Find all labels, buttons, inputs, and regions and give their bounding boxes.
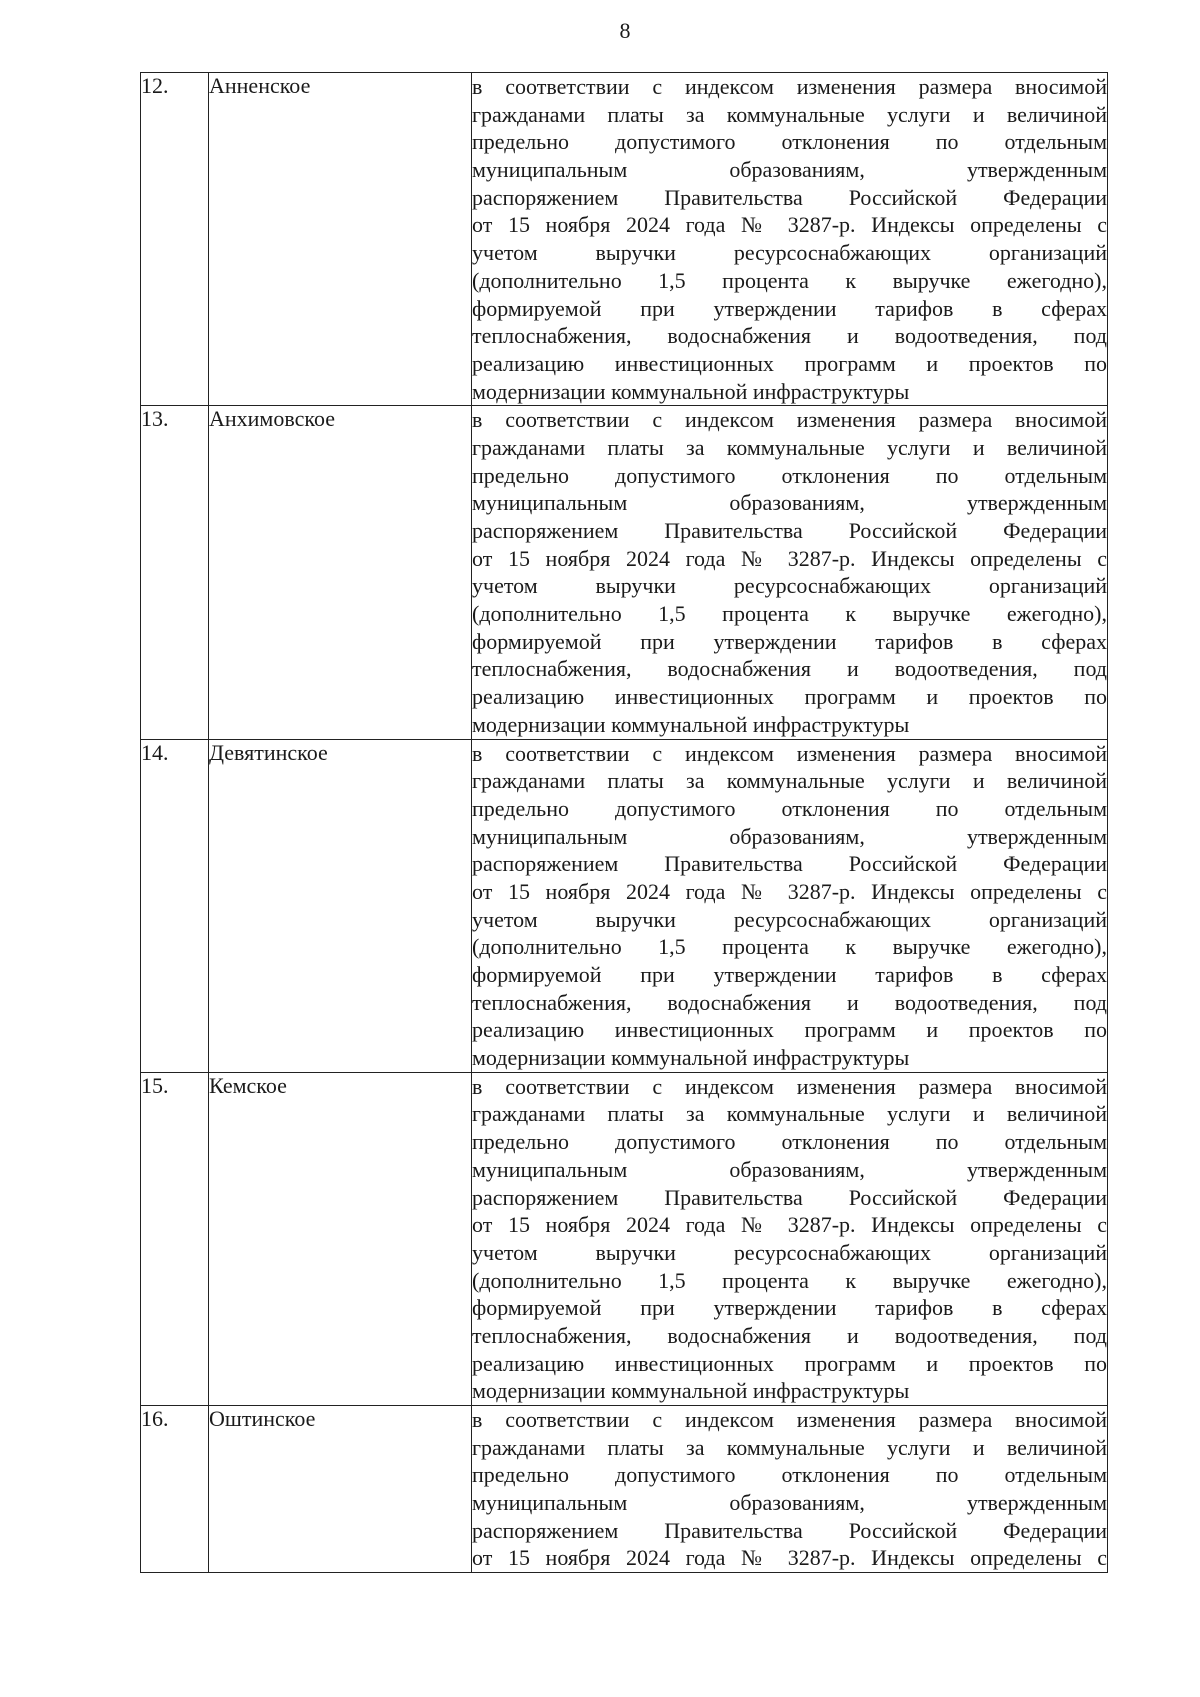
description-line: (дополнительно 1,5 процента к выручке ежегодно), bbox=[472, 601, 1107, 627]
description-line: реализацию инвестиционных программ и проектов по bbox=[472, 350, 1107, 376]
description-line: модернизации коммунальной инфраструктуры bbox=[472, 1045, 910, 1071]
description-line: предельно допустимого отклонения по отдельным bbox=[472, 1462, 1107, 1488]
description-line: гражданами платы за коммунальные услуги и величиной bbox=[472, 101, 1107, 127]
description-line: от 15 ноября 2024 года № 3287-р. Индексы определены с bbox=[472, 545, 1107, 571]
description-line: распоряжением Правительства Российской Федерации bbox=[472, 518, 1107, 543]
description-line: формируемой при утверждении тарифов в сферах bbox=[472, 962, 1107, 987]
description-line: предельно допустимого отклонения по отдельным bbox=[472, 1129, 1107, 1155]
row-number: 15. bbox=[141, 1072, 209, 1405]
description-line: формируемой при утверждении тарифов в сферах bbox=[472, 628, 1107, 654]
description-line: формируемой при утверждении тарифов в сферах bbox=[472, 1295, 1107, 1321]
description-line: муниципальным образованиям, утвержденным bbox=[472, 823, 1107, 849]
description-line: распоряжением Правительства Российской Федерации bbox=[472, 1184, 1107, 1210]
description-line: учетом выручки ресурсоснабжающих организаций bbox=[472, 573, 1107, 599]
description-line: предельно допустимого отклонения по отдельным bbox=[472, 795, 1107, 821]
description-line: модернизации коммунальной инфраструктуры bbox=[472, 711, 910, 737]
description-line: в соответствии с индексом изменения размера вносимой bbox=[472, 1073, 1107, 1099]
row-number: 13. bbox=[141, 406, 209, 739]
description-line: предельно допустимого отклонения по отдельным bbox=[472, 129, 1107, 155]
description-line: от 15 ноября 2024 года № 3287-р. Индексы определены с bbox=[472, 878, 1107, 904]
tariff-table bbox=[140, 72, 1108, 1573]
municipality-name: Анхимовское bbox=[209, 406, 472, 739]
row-number: 14. bbox=[141, 739, 209, 1072]
tariff-description bbox=[472, 1072, 1108, 1405]
description-line: от 15 ноября 2024 года № 3287-р. Индексы определены с bbox=[472, 1212, 1107, 1238]
table-row bbox=[141, 73, 1108, 406]
description-line: модернизации коммунальной инфраструктуры bbox=[472, 378, 910, 404]
description-line: гражданами платы за коммунальные услуги и величиной bbox=[472, 768, 1107, 794]
municipality-name: Кемское bbox=[209, 1072, 472, 1405]
table-row bbox=[141, 1406, 1108, 1573]
description-line: теплоснабжения, водоснабжения и водоотведения, под bbox=[472, 1322, 1107, 1348]
description-line: в соответствии с индексом изменения размера вносимой bbox=[472, 74, 1107, 99]
description-line: реализацию инвестиционных программ и проектов по bbox=[472, 1017, 1107, 1043]
description-line: предельно допустимого отклонения по отдельным bbox=[472, 462, 1107, 488]
description-line: реализацию инвестиционных программ и проектов по bbox=[472, 684, 1107, 710]
description-line: учетом выручки ресурсоснабжающих организаций bbox=[472, 240, 1107, 266]
description-line: муниципальным образованиям, утвержденным bbox=[472, 157, 1107, 183]
municipality-name: Анненское bbox=[209, 73, 472, 406]
row-number: 12. bbox=[141, 73, 209, 406]
row-number: 16. bbox=[141, 1406, 209, 1573]
description-line: учетом выручки ресурсоснабжающих организаций bbox=[472, 1239, 1107, 1265]
description-line: модернизации коммунальной инфраструктуры bbox=[472, 1378, 910, 1404]
page-number: 8 bbox=[619, 18, 631, 43]
table-row bbox=[141, 1072, 1108, 1405]
description-line: формируемой при утверждении тарифов в сферах bbox=[472, 295, 1107, 321]
tariff-description bbox=[472, 406, 1108, 739]
description-line: распоряжением Правительства Российской Федерации bbox=[472, 851, 1107, 877]
description-line: теплоснабжения, водоснабжения и водоотведения, под bbox=[472, 323, 1107, 349]
description-line: (дополнительно 1,5 процента к выручке ежегодно), bbox=[472, 934, 1107, 960]
tariff-description bbox=[472, 1406, 1108, 1573]
description-line: распоряжением Правительства Российской Федерации bbox=[472, 1517, 1107, 1543]
description-line: учетом выручки ресурсоснабжающих организаций bbox=[472, 906, 1107, 932]
description-line: в соответствии с индексом изменения размера вносимой bbox=[472, 1407, 1107, 1432]
description-line: теплоснабжения, водоснабжения и водоотведения, под bbox=[472, 656, 1107, 682]
table-row bbox=[141, 739, 1108, 1072]
description-line: муниципальным образованиям, утвержденным bbox=[472, 1156, 1107, 1182]
description-line: гражданами платы за коммунальные услуги и величиной bbox=[472, 1101, 1107, 1127]
municipality-name: Девятинское bbox=[209, 739, 472, 1072]
description-line: от 15 ноября 2024 года № 3287-р. Индексы определены с bbox=[472, 1545, 1107, 1571]
description-line: гражданами платы за коммунальные услуги и величиной bbox=[472, 434, 1107, 460]
description-line: от 15 ноября 2024 года № 3287-р. Индексы определены с bbox=[472, 212, 1107, 238]
table-body bbox=[141, 73, 1108, 1573]
description-line: (дополнительно 1,5 процента к выручке ежегодно), bbox=[472, 1267, 1107, 1293]
municipality-name: Оштинское bbox=[209, 1406, 472, 1573]
description-line: в соответствии с индексом изменения размера вносимой bbox=[472, 740, 1107, 766]
tariff-description bbox=[472, 739, 1108, 1072]
description-line: (дополнительно 1,5 процента к выручке ежегодно), bbox=[472, 267, 1107, 293]
tariff-description bbox=[472, 73, 1108, 406]
description-line: реализацию инвестиционных программ и проектов по bbox=[472, 1350, 1107, 1376]
description-line: муниципальным образованиям, утвержденным bbox=[472, 490, 1107, 516]
description-line: распоряжением Правительства Российской Федерации bbox=[472, 184, 1107, 210]
description-line: в соответствии с индексом изменения размера вносимой bbox=[472, 407, 1107, 433]
table-row bbox=[141, 406, 1108, 739]
description-line: теплоснабжения, водоснабжения и водоотведения, под bbox=[472, 989, 1107, 1015]
description-line: гражданами платы за коммунальные услуги и величиной bbox=[472, 1434, 1107, 1460]
description-line: муниципальным образованиям, утвержденным bbox=[472, 1490, 1107, 1516]
